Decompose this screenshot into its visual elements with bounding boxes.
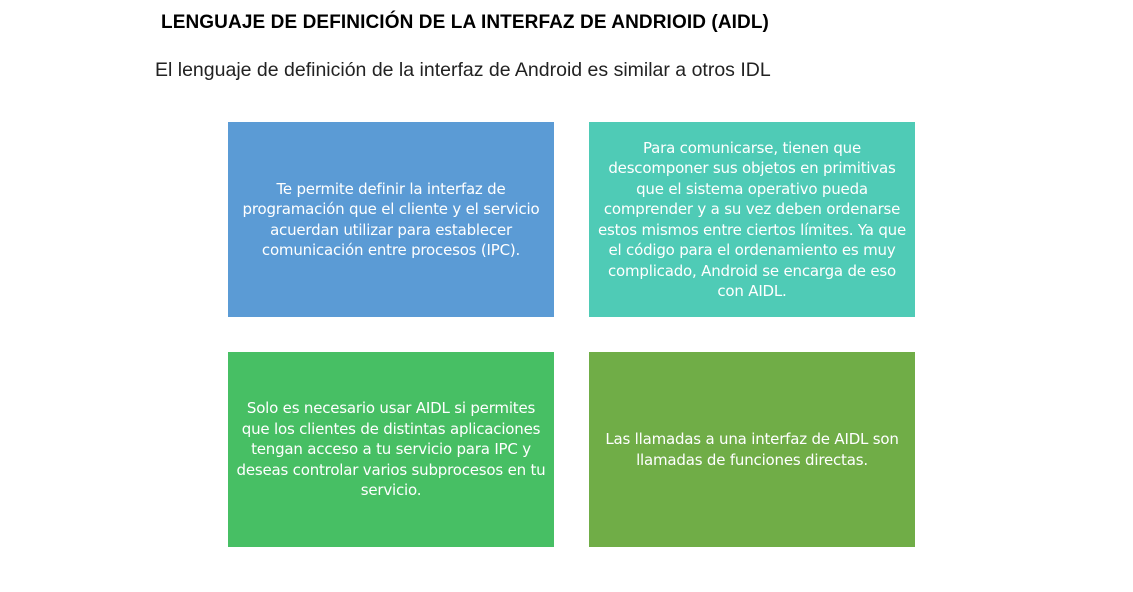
page-title: LENGUAJE DE DEFINICIÓN DE LA INTERFAZ DE ANDRIOID (AIDL)	[161, 12, 769, 33]
info-box-text: Solo es necesario usar AIDL si permites que los clientes de distintas aplicaciones tengan acceso a tu servicio para IPC y deseas controlar varios subprocesos en tu servicio.	[236, 399, 546, 500]
info-box-text: Te permite definir la interfaz de programación que el cliente y el servicio acuerdan utilizar para establecer comunicación entre procesos (IPC).	[242, 179, 540, 259]
info-box-text: Para comunicarse, tienen que descomponer sus objetos en primitivas que el sistema operativo pueda comprender y a su vez deben ordenarse estos mismos entre ciertos límites. Ya que el código para el ordenamiento es muy complicado, Android se encarga de eso con AIDL.	[597, 138, 907, 300]
info-box-calls	[589, 352, 915, 547]
info-box-definition	[228, 122, 554, 317]
info-box-usage	[228, 352, 554, 547]
info-box-communication	[589, 122, 915, 317]
info-box-text: Las llamadas a una interfaz de AIDL son llamadas de funciones directas.	[605, 430, 899, 469]
page-subtitle: El lenguaje de definición de la interfaz de Android es similar a otros IDL	[155, 59, 771, 81]
